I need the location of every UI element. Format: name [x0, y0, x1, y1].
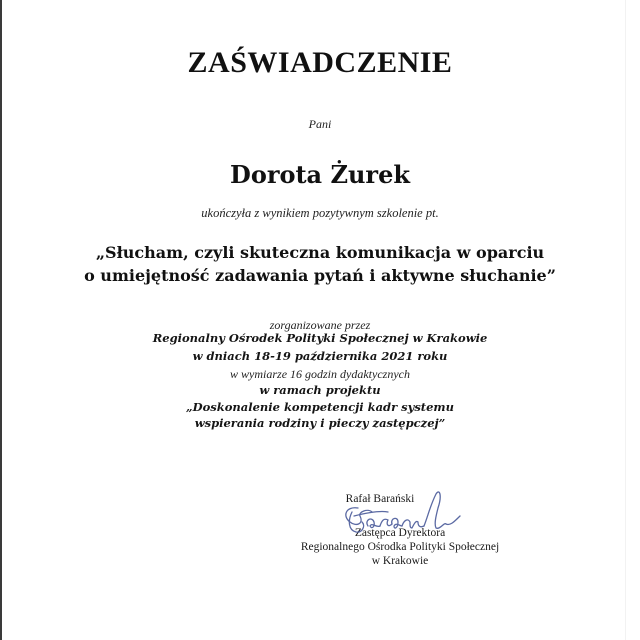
- project-name-line-1: „Doskonalenie kompetencji kadr systemu: [186, 400, 454, 414]
- salutation: Pani: [308, 117, 332, 131]
- course-title-line-2: o umiejętność zadawania pytań i aktywne słuchanie”: [84, 266, 556, 285]
- signatory-role-line-2: Regionalnego Ośrodka Polityki Społecznej: [300, 541, 500, 553]
- organized-by-label: zorganizowane przez: [269, 318, 371, 332]
- training-hours: w wymiarze 16 godzin dydaktycznych: [230, 367, 410, 381]
- handwritten-signature-icon: [338, 486, 478, 542]
- training-dates: w dniach 18-19 października 2021 roku: [192, 349, 448, 363]
- course-title-line-1: „Słucham, czyli skuteczna komunikacja w oparciu: [95, 243, 545, 262]
- completion-text: ukończyła z wynikiem pozytywnym szkolenie pt.: [201, 206, 439, 220]
- recipient-name: Dorota Żurek: [230, 160, 410, 189]
- certificate-title: ZAŚWIADCZENIE: [187, 46, 453, 79]
- course-title: [0, 241, 640, 287]
- project-label: w ramach projektu: [259, 383, 381, 397]
- signatory-role-line-3: w Krakowie: [371, 555, 429, 567]
- signatory-name: Rafał Barański: [345, 493, 415, 505]
- project-name-line-2: wspierania rodziny i pieczy zastępczej”: [194, 416, 446, 430]
- organizer-name: Regionalny Ośrodek Polityki Społecznej w Krakowie: [152, 331, 488, 345]
- project-name: [0, 399, 640, 431]
- signatory-role-line-1: Zastępca Dyrektora: [354, 527, 446, 539]
